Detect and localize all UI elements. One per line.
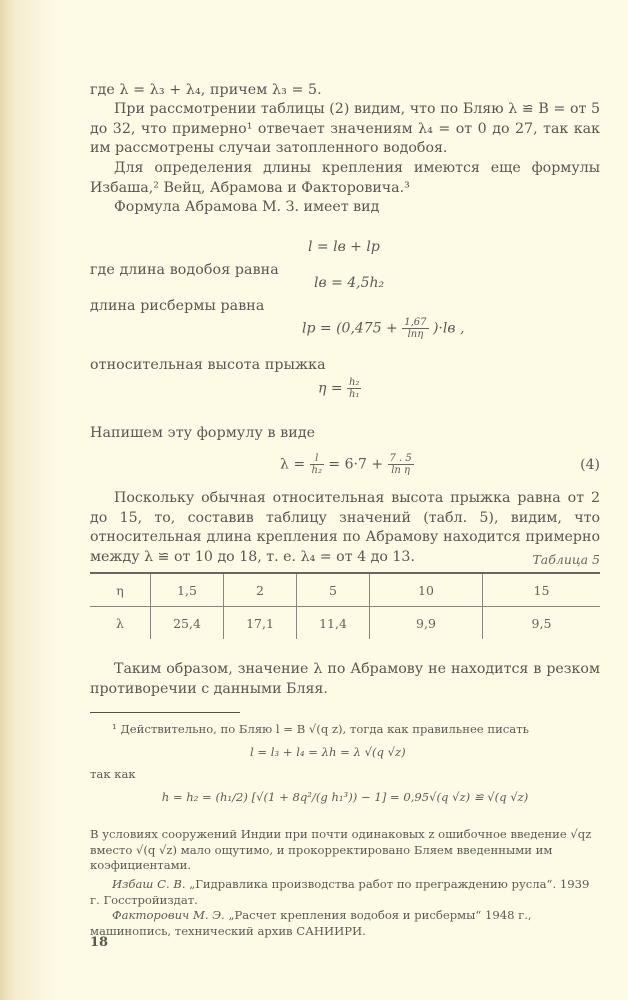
fraction-denominator: lnη [407, 329, 424, 340]
table-cell: 9,9 [370, 607, 483, 640]
paragraph-abramov-range [90, 489, 600, 567]
formula-water-length: lв = 4,5h₂ [314, 275, 385, 291]
fraction-denominator: ln η [391, 465, 411, 476]
table-cell: 5 [297, 573, 370, 607]
fraction-numerator: l [310, 453, 324, 465]
footnote-1-continuation: В условиях сооружений Индии при почти одинаковых z ошибочное введение √qz вместо √(q √z) мало ощутимо, и прокорректировано Бляем введенными им коэфициентами. [90, 827, 592, 872]
equation-number: (4) [580, 457, 600, 473]
footnote-2-text: „Гидравлика производства работ по преграждению русла“. 1939 г. Госстройиздат. [90, 877, 590, 907]
fraction [388, 453, 414, 476]
table-row-lambda [90, 607, 600, 640]
fraction-denominator: h₂ [311, 465, 322, 476]
table-caption: Таблица 5 [532, 552, 600, 567]
fraction-numerator: h₂ [349, 377, 360, 388]
formula-apron-length [302, 317, 464, 340]
formula-total-length: l = lв + lр [308, 239, 380, 255]
formula-lhs: lр = (0,475 + [302, 320, 398, 337]
paragraph-conclusion [90, 660, 600, 699]
footnote-2-author: Избаш С. В. [112, 877, 186, 891]
row-label: η [90, 573, 151, 607]
fraction [402, 317, 428, 340]
table-cell: 10 [370, 573, 483, 607]
formula-lhs: η = [318, 380, 343, 397]
formula-eta [318, 377, 361, 400]
fraction-denominator: h₁ [349, 389, 360, 400]
formula-mid: = 6·7 + [328, 456, 384, 473]
row-label: λ [116, 615, 124, 631]
paragraph-text: Таким образом, значение λ по Абрамову не находится в резком противоречии с данными Бляя. [90, 661, 600, 697]
table-cell: 17,1 [224, 607, 297, 640]
text-rewrite: Напишем эту формулу в виде [90, 425, 316, 441]
footnote-3 [90, 908, 600, 939]
footnote-1-intro: ¹ Действительно, по Бляю l = B √(q z), тогда как правильнее писать [112, 722, 529, 736]
page-number: 18 [90, 935, 109, 950]
text-water-length: где длина водобоя равна [90, 262, 279, 278]
formula-rhs: )·lв , [432, 320, 465, 337]
paragraph-abramov-intro [90, 198, 600, 218]
fraction [310, 453, 324, 476]
footnote-1-formula-1: l = l₃ + l₄ = λh = λ √(q √z) [250, 745, 406, 759]
page-spine-shadow [0, 0, 18, 1000]
text-jump-height: относительная высота прыжка [90, 357, 326, 373]
footnote-2 [90, 877, 600, 908]
footnote-3-author: Факторович М. Э. [112, 908, 225, 922]
paragraph-text: Для определения длины крепления имеются еще формулы Избаша,² Вейц, Абрамова и Факторовича.³ [90, 160, 600, 196]
footnote-1-formula-2: h = h₂ = (h₁/2) [√(1 + 8q²/(g h₁³)) − 1] = 0,95√(q √z) ≌ √(q √z) [161, 790, 529, 804]
text-apron-length: длина рисбермы равна [90, 298, 265, 314]
paragraph-text: При рассмотрении таблицы (2) видим, что по Бляю λ ≌ B = от 5 до 32, что примерно¹ отвечает значениям λ₄ = от 0 до 27, так как им рассмотрены случаи затопленного водобоя. [90, 101, 600, 156]
table-row-eta [90, 573, 600, 607]
table-cell: 25,4 [151, 607, 224, 640]
footnote-3-text: „Расчет крепления водобоя и рисбермы“ 1948 г., машинопись, технический архив САНИИРИ. [90, 908, 532, 938]
page-fold-shading [18, 0, 58, 1000]
fraction-numerator: 7 . 5 [389, 453, 412, 464]
paragraph-blyai-table [90, 100, 600, 159]
fraction-numerator: 1,67 [404, 317, 427, 328]
paragraph-text: Формула Абрамова М. З. имеет вид [114, 199, 380, 215]
table-5 [90, 572, 600, 639]
formula-lhs: λ = [280, 456, 306, 473]
body-line-lambda-def: где λ = λ₃ + λ₄, причем λ₃ = 5. [90, 82, 322, 98]
fraction [347, 377, 361, 400]
paragraph-other-formulas [90, 159, 600, 198]
footnote-divider [90, 712, 240, 713]
table-cell: 2 [224, 573, 297, 607]
table-cell: 1,5 [151, 573, 224, 607]
table-cell: 9,5 [483, 607, 601, 640]
formula-lambda-4 [280, 453, 414, 476]
paragraph-text: Поскольку обычная относительная высота прыжка равна от 2 до 15, то, составив таблицу значений (табл. 5), видим, что относительная длина крепления по Абрамову находится примерно между λ ≌ от 10 до 18, т. е. λ₄ = от 4 до 13. [90, 490, 600, 565]
footnote-1-so: так как [90, 767, 136, 781]
table-cell: 11,4 [297, 607, 370, 640]
table-cell: 15 [483, 573, 601, 607]
